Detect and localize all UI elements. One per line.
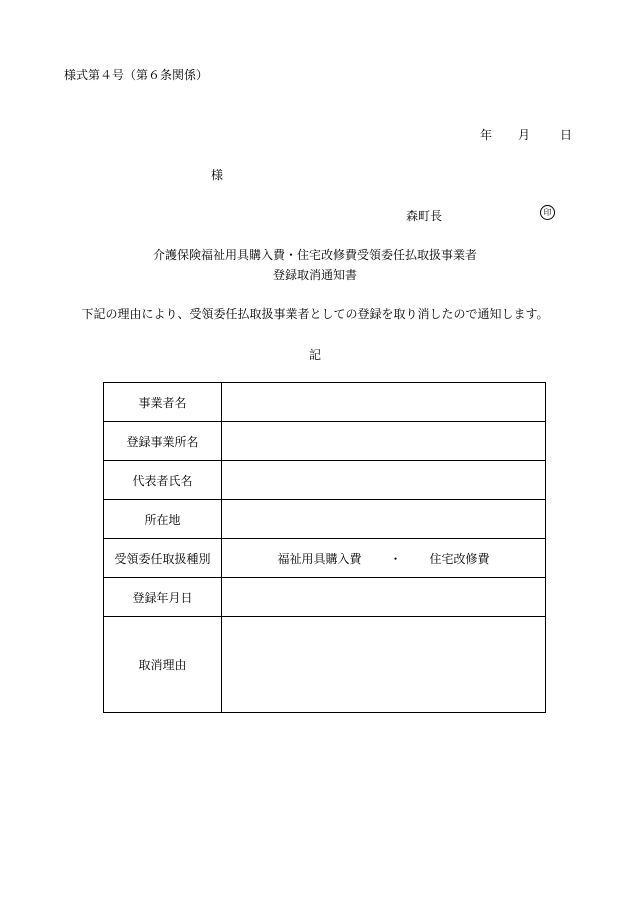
- form-number: 様式第４号（第６条関係）: [64, 68, 209, 82]
- date-day-label: 日: [560, 128, 573, 142]
- row-value-registration-date: [222, 578, 546, 617]
- table-row: [104, 539, 546, 578]
- table-row: [104, 422, 546, 461]
- type-option-equipment: 福祉用具購入費: [277, 551, 362, 566]
- addressee-honorific: 様: [211, 168, 224, 182]
- row-label-address: 所在地: [104, 500, 222, 539]
- date-line: [480, 126, 572, 143]
- row-label-office-name: 登録事業所名: [104, 422, 222, 461]
- row-label-cancellation-reason: 取消理由: [104, 617, 222, 713]
- ki-heading: 記: [308, 348, 321, 362]
- date-month-label: 月: [518, 128, 531, 142]
- table-row: [104, 578, 546, 617]
- row-value-business-name: [222, 383, 546, 422]
- row-value-address: [222, 500, 546, 539]
- row-value-cancellation-reason: [222, 617, 546, 713]
- table-row: [104, 461, 546, 500]
- row-label-business-name: 事業者名: [104, 383, 222, 422]
- issuer-name: 森町長: [406, 209, 443, 223]
- row-value-handling-type: [222, 539, 546, 578]
- date-year-label: 年: [480, 128, 493, 142]
- table-row: [104, 617, 546, 713]
- table-row: [104, 383, 546, 422]
- row-value-office-name: [222, 422, 546, 461]
- document-title-line1: 介護保険福祉用具購入費・住宅改修費受領委任払取扱事業者: [152, 248, 477, 262]
- row-label-registration-date: 登録年月日: [104, 578, 222, 617]
- table-row: [104, 500, 546, 539]
- type-separator: ・: [389, 551, 402, 566]
- notice-body-text: 下記の理由により、受領委任払取扱事業者としての登録を取り消したので通知します。: [81, 307, 549, 321]
- row-value-representative: [222, 461, 546, 500]
- document-title-line2: 登録取消通知書: [272, 268, 357, 282]
- row-label-handling-type: 受領委任取扱種別: [104, 539, 222, 578]
- seal-icon: 印: [540, 205, 555, 220]
- row-label-representative: 代表者氏名: [104, 461, 222, 500]
- type-option-renovation: 住宅改修費: [429, 551, 490, 566]
- details-table: [103, 382, 546, 713]
